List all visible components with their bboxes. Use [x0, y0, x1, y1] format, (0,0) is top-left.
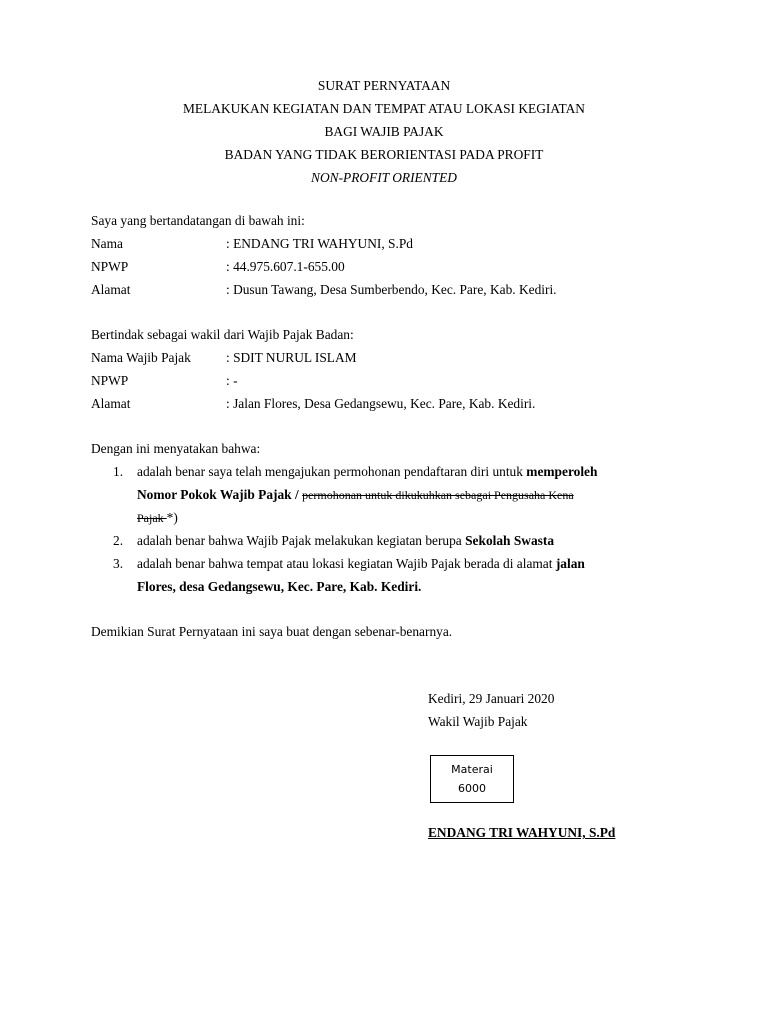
statement-item-1-line-1: adalah benar saya telah mengajukan permohonan pendaftaran diri untuk memperoleh — [137, 464, 598, 479]
document-subtitle-1: MELAKUKAN KEGIATAN DAN TEMPAT ATAU LOKASI KEGIATAN — [183, 101, 585, 116]
statement-item-2: adalah benar bahwa Wajib Pajak melakukan kegiatan berupa Sekolah Swasta — [137, 533, 555, 548]
signature-name: ENDANG TRI WAHYUNI, S.Pd — [428, 825, 616, 840]
document-title: SURAT PERNYATAAN — [317, 78, 451, 93]
signer-role: Wakil Wajib Pajak — [428, 714, 528, 729]
document-subtitle-2: BAGI WAJIB PAJAK — [324, 124, 444, 139]
signer-name-value: : ENDANG TRI WAHYUNI, S.Pd — [226, 236, 413, 251]
entity-npwp-value: : - — [226, 373, 238, 388]
statement-item-3-line-1: adalah benar bahwa tempat atau lokasi kegiatan Wajib Pajak berada di alamat jalan — [137, 556, 585, 571]
signer-intro: Saya yang bertandatangan di bawah ini: — [91, 213, 305, 228]
entity-address-value: : Jalan Flores, Desa Gedangsewu, Kec. Pare, Kab. Kediri. — [226, 396, 536, 411]
document-subtitle-3: BADAN YANG TIDAK BERORIENTASI PADA PROFIT — [224, 147, 544, 162]
signer-npwp-value: : 44.975.607.1-655.00 — [226, 259, 345, 274]
document-subtitle-4: NON-PROFIT ORIENTED — [311, 170, 457, 185]
statement-item-1-line-2: Nomor Pokok Wajib Pajak / permohonan untuk dikukuhkan sebagai Pengusaha Kena — [137, 487, 574, 502]
stamp-label: Materai — [451, 763, 493, 776]
statement-item-1-number: 1. — [113, 464, 124, 479]
place-date: Kediri, 29 Januari 2020 — [428, 691, 555, 706]
signer-npwp-label: NPWP — [91, 259, 129, 274]
signer-address-value: : Dusun Tawang, Desa Sumberbendo, Kec. Pare, Kab. Kediri. — [226, 282, 557, 297]
statement-item-3-line-2: Flores, desa Gedangsewu, Kec. Pare, Kab. Kediri. — [137, 579, 422, 594]
signer-name-label: Nama — [91, 236, 123, 251]
statement-item-1-line-3: Pajak *) — [137, 510, 178, 525]
statement-item-3-number: 3. — [113, 556, 124, 571]
closing-statement: Demikian Surat Pernyataan ini saya buat dengan sebenar-benarnya. — [91, 624, 453, 639]
statement-item-2-number: 2. — [113, 533, 124, 548]
entity-name-value: : SDIT NURUL ISLAM — [226, 350, 357, 365]
entity-npwp-label: NPWP — [91, 373, 129, 388]
statement-intro: Dengan ini menyatakan bahwa: — [91, 441, 261, 456]
stamp-value: 6000 — [458, 782, 486, 795]
entity-intro: Bertindak sebagai wakil dari Wajib Pajak Badan: — [91, 327, 354, 342]
entity-address-label: Alamat — [91, 396, 131, 411]
entity-name-label: Nama Wajib Pajak — [91, 350, 191, 365]
signer-address-label: Alamat — [91, 282, 131, 297]
stamp-duty-box — [430, 755, 514, 803]
